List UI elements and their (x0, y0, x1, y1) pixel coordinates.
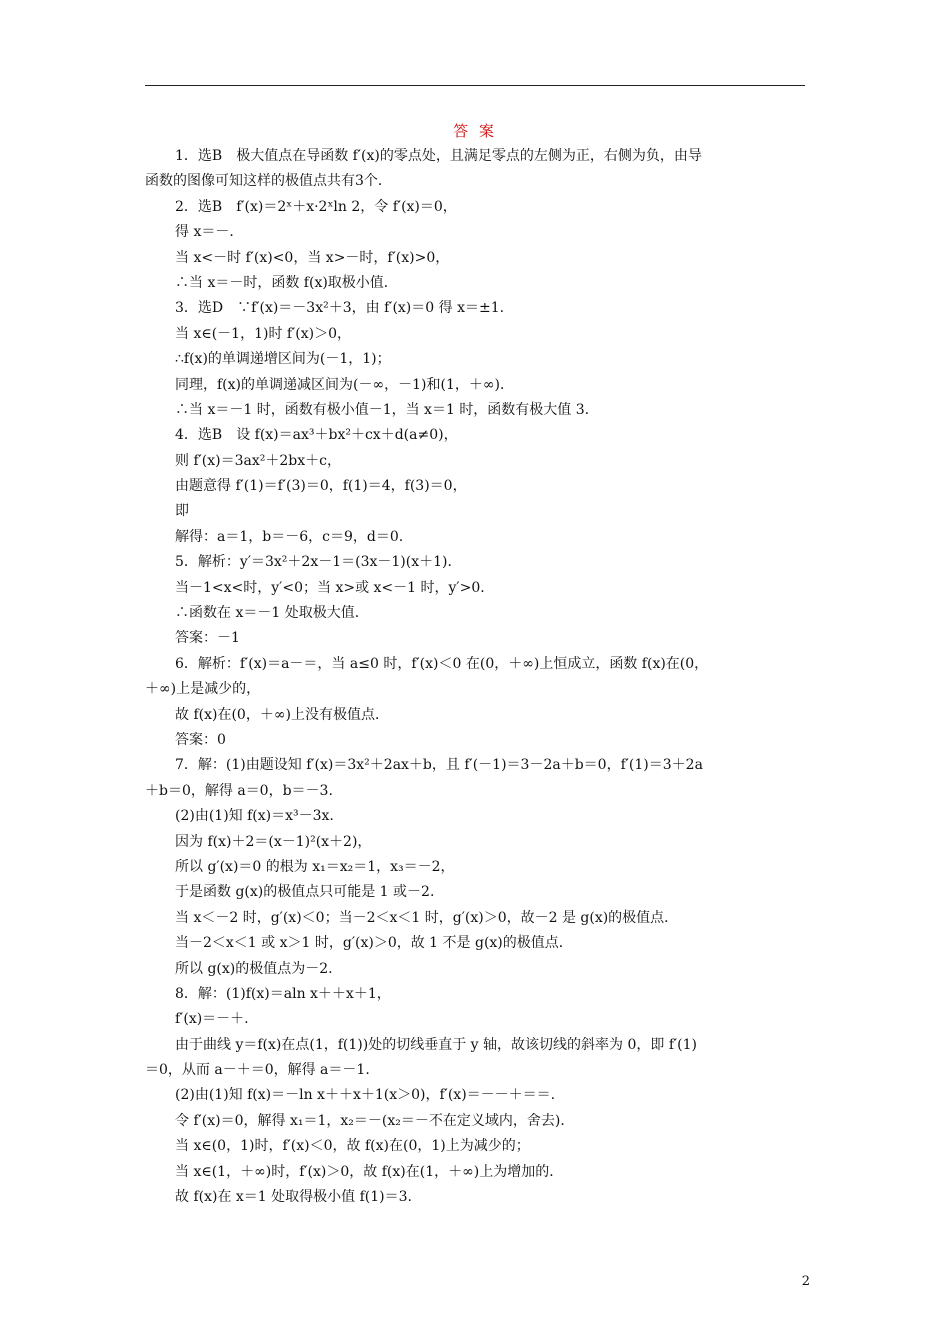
text-line: 令 f′(x)＝0，解得 x₁＝1，x₂＝－(x₂＝－不在定义域内，舍去)． (175, 1112, 575, 1129)
text-line: ∴当 x＝－时，函数 f(x)取极小值． (175, 274, 398, 291)
text-line: 1．选B 极大值点在导函数 f′(x)的零点处，且满足零点的左侧为正，右侧为负，由导 (175, 148, 702, 164)
text-line: 3．选D ∵f′(x)＝－3x²＋3，由 f′(x)＝0 得 x＝±1. (175, 300, 505, 317)
text-line: 函数的图像可知这样的极值点共有3个． (145, 173, 392, 190)
text-line: ∴当 x＝－1 时，函数有极小值－1，当 x＝1 时，函数有极大值 3. (175, 401, 590, 418)
text-line: ＋b＝0，解得 a＝0，b＝－3. (145, 782, 333, 799)
text-line: 即 (175, 503, 189, 520)
text-line: 当－2＜x＜1 或 x＞1 时，g′(x)＞0，故 1 不是 g(x)的极值点． (175, 935, 573, 952)
text-line: 当－1<x<时，y′<0；当 x>或 x<－1 时，y′>0. (175, 579, 485, 596)
text-line: 所以 g′(x)＝0 的根为 x₁＝x₂＝1，x₃＝－2， (175, 858, 455, 875)
text-line: (2)由(1)知 f(x)＝－ln x＋＋x＋1(x＞0)，f′(x)＝－－＋＝＝. (175, 1087, 556, 1104)
header-rule (145, 85, 805, 86)
text-line: 2．选B f′(x)＝2ˣ＋x·2ˣln 2，令 f′(x)＝0， (175, 198, 457, 215)
text-line: ∴函数在 x＝－1 处取极大值． (175, 605, 369, 622)
text-line: 答案：－1 (175, 630, 240, 647)
text-line: 得 x＝－． (175, 224, 244, 241)
text-line: 6．解析：f′(x)＝a－＝，当 a≤0 时，f′(x)＜0 在(0，＋∞)上恒成立，函数 f(x)在(0， (175, 655, 709, 672)
text-line: 5．解析：y′＝3x²＋2x－1＝(3x－1)(x＋1)． (175, 554, 462, 571)
text-line: ∴f(x)的单调递增区间为(－1，1)； (175, 351, 391, 368)
page-number: 2 (801, 1274, 810, 1289)
text-line: 8．解：(1)f(x)＝aln x＋＋x＋1， (175, 985, 391, 1002)
text-line: ＝0，从而 a－＋＝0，解得 a＝－1. (145, 1062, 370, 1079)
text-line: f′(x)＝－＋. (175, 1011, 249, 1028)
text-line: 4．选B 设 f(x)＝ax³＋bx²＋cx＋d(a≠0)， (175, 427, 458, 444)
text-line: 当 x∈(－1，1)时 f′(x)＞0， (175, 325, 351, 342)
text-line: 当 x＜－2 时，g′(x)＜0；当－2＜x＜1 时，g′(x)＞0，故－2 是 g(x)的极值点． (175, 909, 679, 926)
text-line: 于是函数 g(x)的极值点只可能是 1 或－2. (175, 884, 435, 901)
text-line: 同理，f(x)的单调递减区间为(－∞，－1)和(1，＋∞)． (175, 376, 514, 393)
text-line: 由于曲线 y＝f(x)在点(1，f(1))处的切线垂直于 y 轴，故该切线的斜率为 0，即 f′(1) (175, 1036, 698, 1053)
text-line: 故 f(x)在 x＝1 处取得极小值 f(1)＝3. (175, 1189, 412, 1206)
text-line: 故 f(x)在(0，＋∞)上没有极值点． (175, 706, 389, 723)
page-title: 答 案 (453, 122, 497, 140)
text-line: ＋∞)上是减少的， (145, 681, 261, 698)
text-line: 解得：a＝1，b＝－6，c＝9，d＝0. (175, 528, 404, 545)
text-line: 因为 f(x)＋2＝(x－1)²(x＋2)， (175, 833, 372, 850)
text-line: 所以 g(x)的极值点为－2. (175, 960, 333, 977)
text-line: 当 x∈(1，＋∞)时，f′(x)＞0，故 f(x)在(1，＋∞)上为增加的． (175, 1163, 564, 1180)
text-line: 答案：0 (175, 731, 226, 748)
text-line: 7．解：(1)由题设知 f′(x)＝3x²＋2ax＋b，且 f′(－1)＝3－2a＋b＝0，f′(1)＝3＋2a (175, 757, 703, 774)
text-line: 当 x∈(0，1)时，f′(x)＜0，故 f(x)在(0，1)上为减少的； (175, 1138, 530, 1155)
text-line: 当 x<－时 f′(x)<0，当 x>－时，f′(x)>0， (175, 249, 450, 266)
text-line: 由题意得 f′(1)＝f′(3)＝0，f(1)＝4，f(3)＝0， (175, 478, 467, 495)
text-line: (2)由(1)知 f(x)＝x³－3x. (175, 808, 334, 825)
answer-body (145, 144, 810, 1210)
text-line: 则 f′(x)＝3ax²＋2bx＋c， (175, 452, 341, 469)
